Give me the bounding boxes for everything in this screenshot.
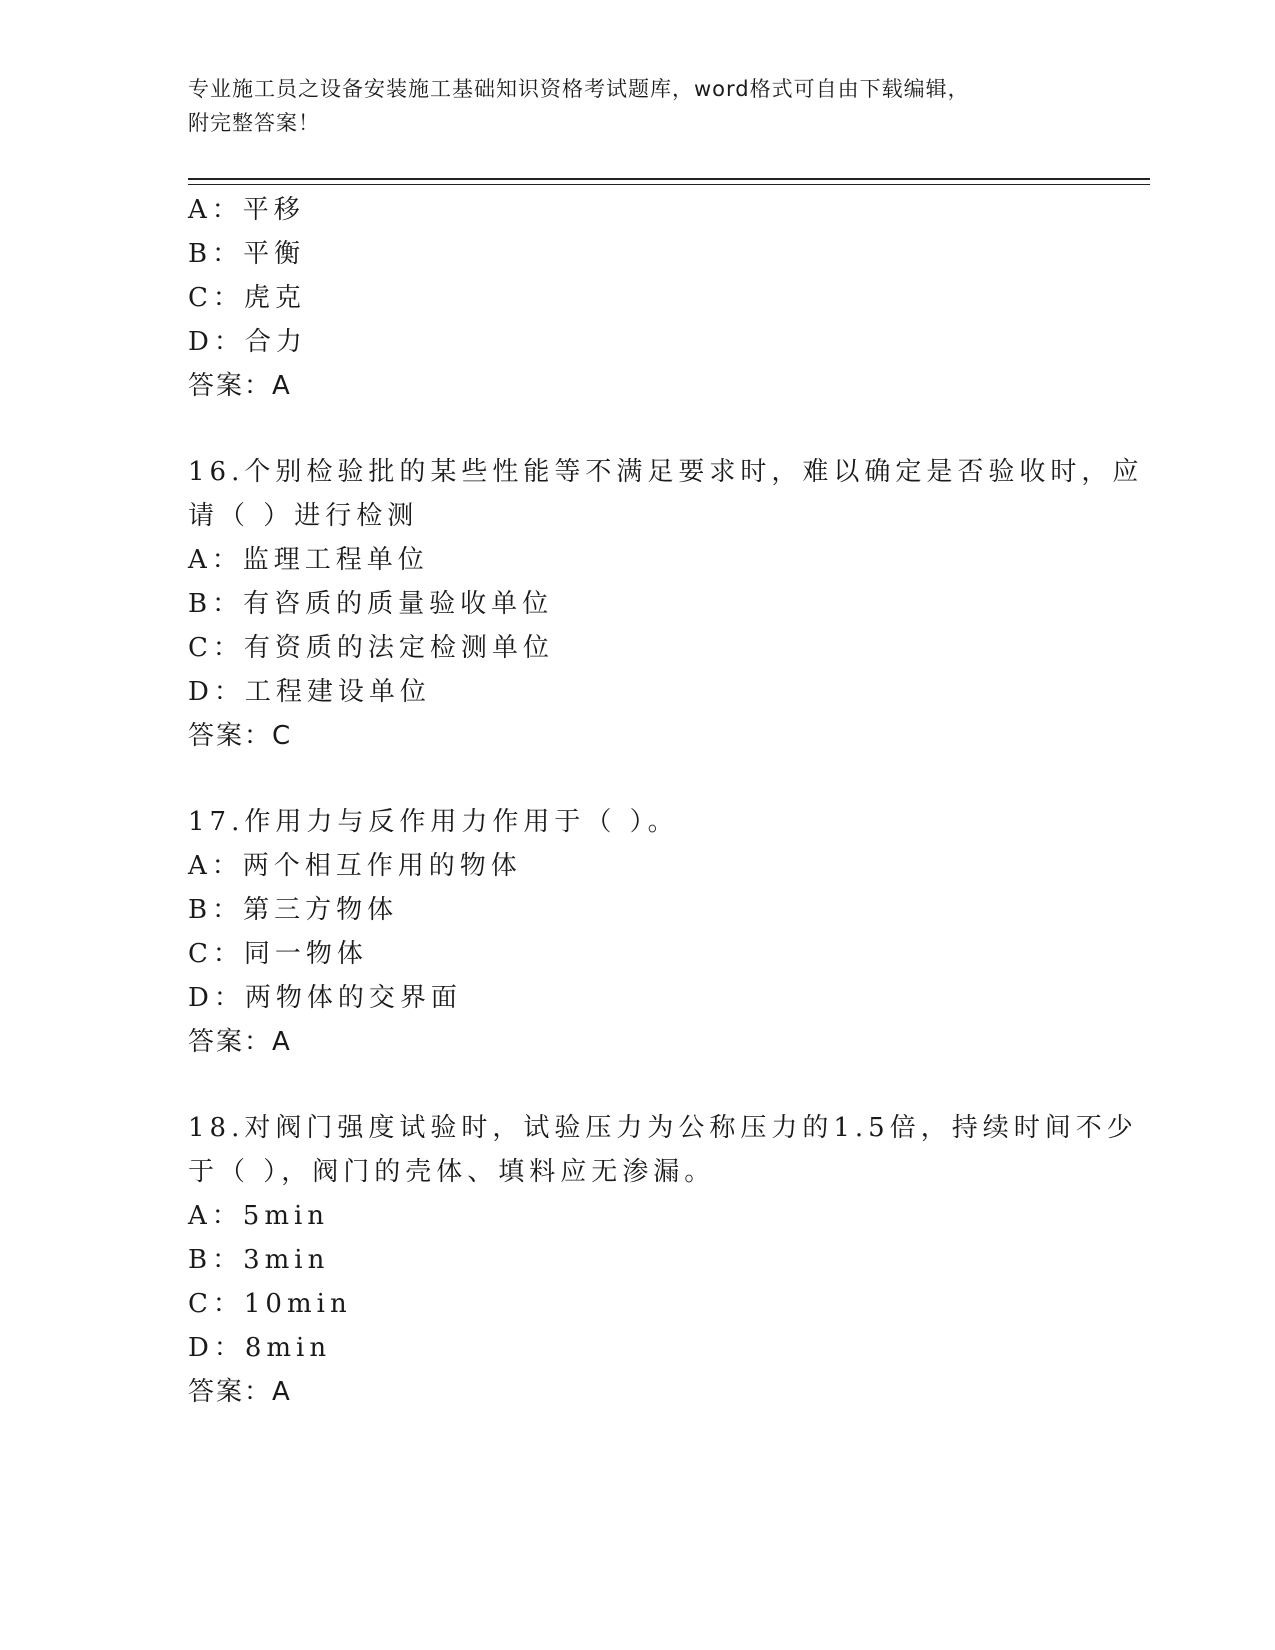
q17-option-a: A：两个相互作用的物体 xyxy=(188,851,522,881)
q15-answer: 答案：A xyxy=(188,371,292,401)
q18-option-d: D：8min xyxy=(188,1333,332,1363)
q18-stem-line-1: 18.对阀门强度试验时，试验压力为公称压力的1.5倍，持续时间不少 xyxy=(188,1113,1138,1143)
q16-stem-line-2: 请（ ）进行检测 xyxy=(188,501,419,531)
document-header xyxy=(188,72,1068,140)
q16-option-c: C：有资质的法定检测单位 xyxy=(188,633,554,663)
q18-answer: 答案：A xyxy=(188,1377,292,1407)
q18-stem-line-2: 于（ ），阀门的壳体、填料应无渗漏。 xyxy=(188,1157,716,1187)
q18-option-b: B：3min xyxy=(188,1245,330,1275)
q18-option-c: C：10min xyxy=(188,1289,352,1319)
q17-stem-line-1: 17.作用力与反作用力作用于（ ）。 xyxy=(188,807,679,837)
q16-stem-line-1: 16.个别检验批的某些性能等不满足要求时，难以确定是否验收时，应 xyxy=(188,457,1144,487)
q18-option-a: A：5min xyxy=(188,1201,330,1231)
header-divider-thick xyxy=(188,178,1150,180)
q15-option-d: D：合力 xyxy=(188,327,307,357)
q16-option-b: B：有咨质的质量验收单位 xyxy=(188,589,554,619)
q16-option-a: A：监理工程单位 xyxy=(188,545,429,575)
q17-option-c: C：同一物体 xyxy=(188,939,368,969)
header-line-1: 专业施工员之设备安装施工基础知识资格考试题库，word格式可自由下载编辑， xyxy=(188,77,970,101)
q15-option-a: A：平移 xyxy=(188,195,305,225)
q17-option-b: B：第三方物体 xyxy=(188,895,399,925)
q15-option-c: C：虎克 xyxy=(188,283,306,313)
header-divider-thin xyxy=(188,184,1150,185)
q17-option-d: D：两物体的交界面 xyxy=(188,983,462,1013)
q16-option-d: D：工程建设单位 xyxy=(188,677,431,707)
q17-answer: 答案：A xyxy=(188,1027,292,1057)
q16-answer: 答案：C xyxy=(188,721,293,751)
header-line-2: 附完整答案！ xyxy=(188,111,320,135)
q15-option-b: B：平衡 xyxy=(188,239,306,269)
